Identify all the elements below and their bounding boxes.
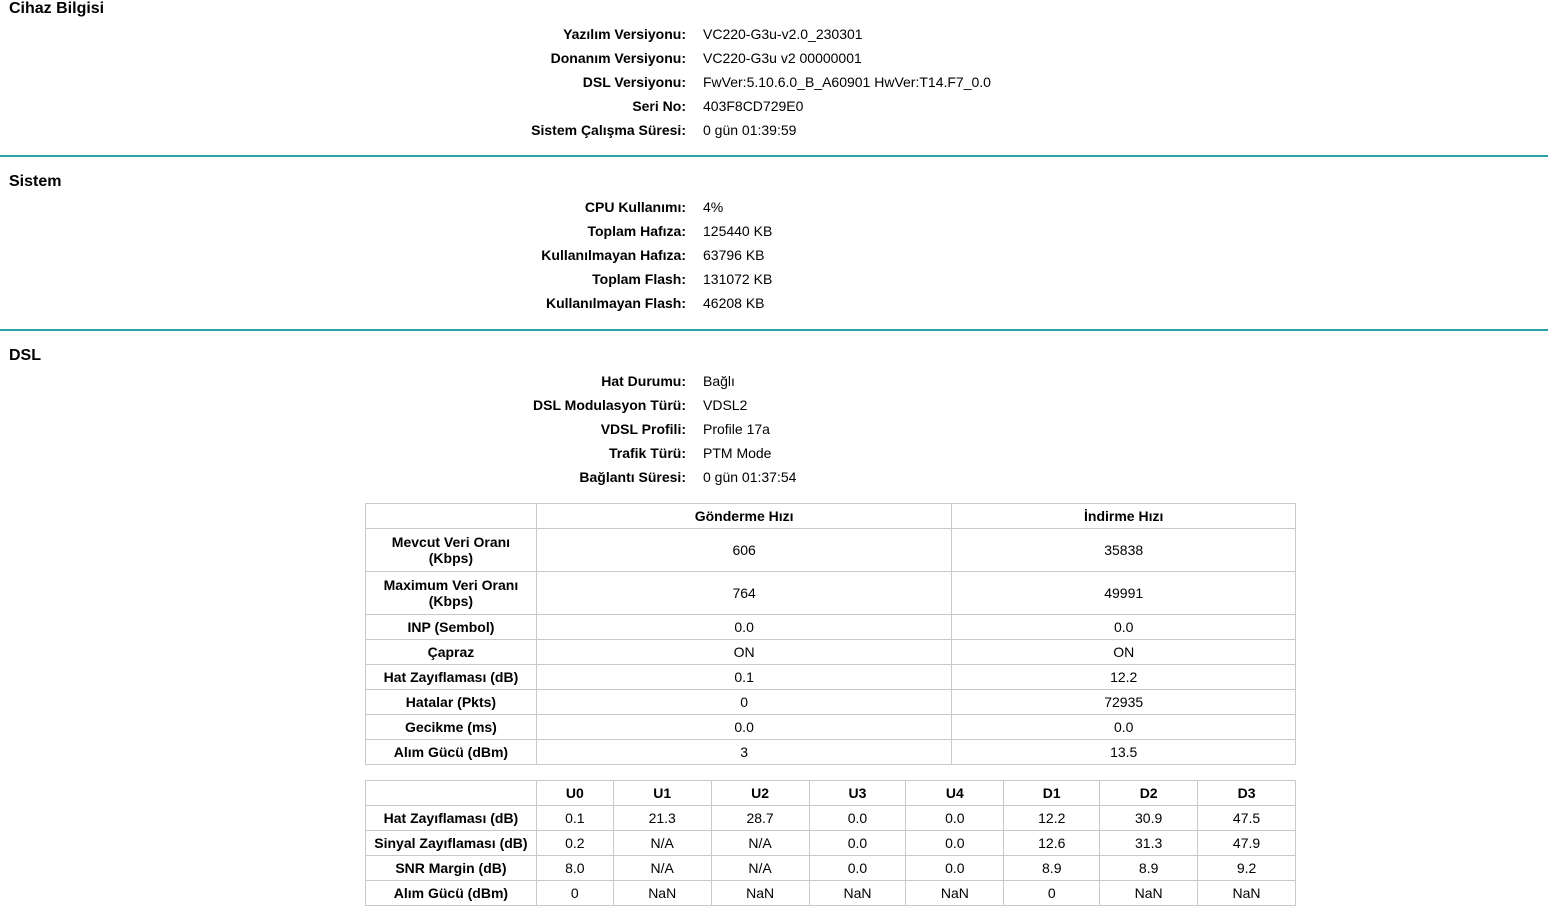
free-flash-row (0, 294, 1548, 318)
table-cell: 9.2 (1198, 856, 1296, 881)
total-flash-value: 131072 KB (703, 271, 773, 287)
table-row (366, 715, 1296, 740)
vdsl-profile-row (0, 420, 1548, 444)
table-cell: NaN (1198, 881, 1296, 906)
dsl-band-table (365, 780, 1296, 906)
row-label: Maximum Veri Oranı (Kbps) (366, 572, 537, 615)
hardware-version-label: Donanım Versiyonu: (550, 50, 686, 66)
cpu-usage-value: 4% (703, 199, 724, 215)
connection-time-row (0, 468, 1548, 492)
downstream-value: 72935 (952, 690, 1296, 715)
free-flash-label: Kullanılmayan Flash: (545, 295, 686, 311)
dsl-title: DSL (9, 347, 41, 364)
table-cell: 28.7 (711, 806, 809, 831)
upstream-value: 606 (536, 529, 952, 572)
line-status-value: Bağlı (703, 373, 735, 389)
row-label: Alım Gücü (dBm) (366, 881, 537, 906)
hardware-version-row (0, 49, 1548, 73)
dsl-section (0, 331, 1548, 916)
downstream-value: 0.0 (952, 615, 1296, 640)
table-cell: 0.1 (536, 806, 613, 831)
free-flash-value: 46208 KB (703, 295, 765, 311)
band-header-u0: U0 (536, 781, 613, 806)
cpu-usage-label: CPU Kullanımı: (584, 199, 686, 215)
uptime-label: Sistem Çalışma Süresi: (531, 122, 686, 138)
connection-time-value: 0 gün 01:37:54 (703, 469, 797, 485)
firmware-version-label: Yazılım Versiyonu: (563, 26, 686, 42)
total-memory-label: Toplam Hafıza: (587, 223, 686, 239)
downstream-header: İndirme Hızı (952, 504, 1296, 529)
line-status-row (0, 372, 1548, 396)
system-section (0, 157, 1548, 329)
total-memory-value: 125440 KB (703, 223, 773, 239)
band-header-u3: U3 (809, 781, 906, 806)
table-cell: N/A (711, 856, 809, 881)
row-label: SNR Margin (dB) (366, 856, 537, 881)
total-memory-row (0, 222, 1548, 246)
table-cell: 0.0 (809, 806, 906, 831)
band-header-d3: D3 (1198, 781, 1296, 806)
vdsl-profile-label: VDSL Profili: (600, 421, 686, 437)
upstream-value: 0 (536, 690, 952, 715)
upstream-value: 764 (536, 572, 952, 615)
upstream-header: Gönderme Hızı (536, 504, 952, 529)
connection-time-label: Bağlantı Süresi: (579, 469, 686, 485)
traffic-type-label: Trafik Türü: (608, 445, 686, 461)
table-row (366, 831, 1296, 856)
row-label: Hat Zayıflaması (dB) (366, 665, 537, 690)
line-status-label: Hat Durumu: (601, 373, 686, 389)
band-header-d2: D2 (1100, 781, 1198, 806)
row-label: Sinyal Zayıflaması (dB) (366, 831, 537, 856)
table-cell: 12.2 (1004, 806, 1100, 831)
serial-number-label: Seri No: (632, 98, 686, 114)
uptime-row (0, 121, 1548, 145)
row-label: Çapraz (366, 640, 537, 665)
serial-number-value: 403F8CD729E0 (703, 98, 804, 114)
hardware-version-value: VC220-G3u v2 00000001 (703, 50, 862, 66)
row-label: Alım Gücü (dBm) (366, 740, 537, 765)
downstream-value: ON (952, 640, 1296, 665)
dsl-version-row (0, 73, 1548, 97)
upstream-value: 3 (536, 740, 952, 765)
upstream-value: 0.0 (536, 715, 952, 740)
table-header-cell (366, 504, 537, 529)
total-flash-row (0, 270, 1548, 294)
table-row (366, 881, 1296, 906)
cpu-usage-row (0, 198, 1548, 222)
table-header-row (366, 781, 1296, 806)
table-cell: NaN (613, 881, 711, 906)
band-header-u2: U2 (711, 781, 809, 806)
uptime-value: 0 gün 01:39:59 (703, 122, 797, 138)
downstream-value: 49991 (952, 572, 1296, 615)
table-row (366, 665, 1296, 690)
table-cell: NaN (809, 881, 906, 906)
table-row (366, 806, 1296, 831)
row-label: Hatalar (Pkts) (366, 690, 537, 715)
dsl-version-value: FwVer:5.10.6.0_B_A60901 HwVer:T14.F7_0.0 (703, 74, 991, 90)
free-memory-label: Kullanılmayan Hafıza: (541, 247, 686, 263)
table-cell: 0.0 (809, 831, 906, 856)
row-label: Mevcut Veri Oranı (Kbps) (366, 529, 537, 572)
downstream-value: 12.2 (952, 665, 1296, 690)
table-cell: 12.6 (1004, 831, 1100, 856)
table-cell: 8.9 (1100, 856, 1198, 881)
table-cell: 8.0 (536, 856, 613, 881)
table-cell: 21.3 (613, 806, 711, 831)
table-header-row (366, 504, 1296, 529)
downstream-value: 13.5 (952, 740, 1296, 765)
table-cell: 0.2 (536, 831, 613, 856)
downstream-value: 0.0 (952, 715, 1296, 740)
table-cell: 0 (536, 881, 613, 906)
table-row (366, 740, 1296, 765)
table-row (366, 572, 1296, 615)
table-cell: 31.3 (1100, 831, 1198, 856)
modulation-type-label: DSL Modulasyon Türü: (533, 397, 686, 413)
table-cell: 0.0 (906, 831, 1004, 856)
row-label: Hat Zayıflaması (dB) (366, 806, 537, 831)
table-cell: N/A (613, 831, 711, 856)
table-row (366, 690, 1296, 715)
serial-number-row (0, 97, 1548, 121)
table-cell: 0 (1004, 881, 1100, 906)
upstream-value: ON (536, 640, 952, 665)
table-header-cell (366, 781, 537, 806)
modulation-type-value: VDSL2 (703, 397, 748, 413)
firmware-version-row (0, 25, 1548, 49)
table-cell: NaN (711, 881, 809, 906)
traffic-type-value: PTM Mode (703, 445, 772, 461)
vdsl-profile-value: Profile 17a (703, 421, 770, 437)
upstream-value: 0.0 (536, 615, 952, 640)
traffic-type-row (0, 444, 1548, 468)
table-cell: 30.9 (1100, 806, 1198, 831)
free-memory-row (0, 246, 1548, 270)
firmware-version-value: VC220-G3u-v2.0_230301 (703, 26, 863, 42)
table-cell: 0.0 (906, 856, 1004, 881)
table-cell: 47.9 (1198, 831, 1296, 856)
table-cell: NaN (1100, 881, 1198, 906)
table-row (366, 856, 1296, 881)
device-info-section (0, 0, 1548, 155)
table-cell: N/A (613, 856, 711, 881)
table-row (366, 640, 1296, 665)
table-cell: N/A (711, 831, 809, 856)
table-cell: 47.5 (1198, 806, 1296, 831)
device-info-title: Cihaz Bilgisi (9, 0, 105, 17)
row-label: Gecikme (ms) (366, 715, 537, 740)
downstream-value: 35838 (952, 529, 1296, 572)
band-header-d1: D1 (1004, 781, 1100, 806)
total-flash-label: Toplam Flash: (592, 271, 686, 287)
free-memory-value: 63796 KB (703, 247, 765, 263)
modulation-type-row (0, 396, 1548, 420)
table-row (366, 529, 1296, 572)
table-cell: 0.0 (906, 806, 1004, 831)
system-title: Sistem (9, 173, 62, 190)
dsl-version-label: DSL Versiyonu: (582, 74, 686, 90)
table-row (366, 615, 1296, 640)
band-header-u1: U1 (613, 781, 711, 806)
dsl-rate-table (365, 503, 1296, 765)
table-cell: 0.0 (809, 856, 906, 881)
row-label: INP (Sembol) (366, 615, 537, 640)
upstream-value: 0.1 (536, 665, 952, 690)
band-header-u4: U4 (906, 781, 1004, 806)
table-cell: 8.9 (1004, 856, 1100, 881)
table-cell: NaN (906, 881, 1004, 906)
